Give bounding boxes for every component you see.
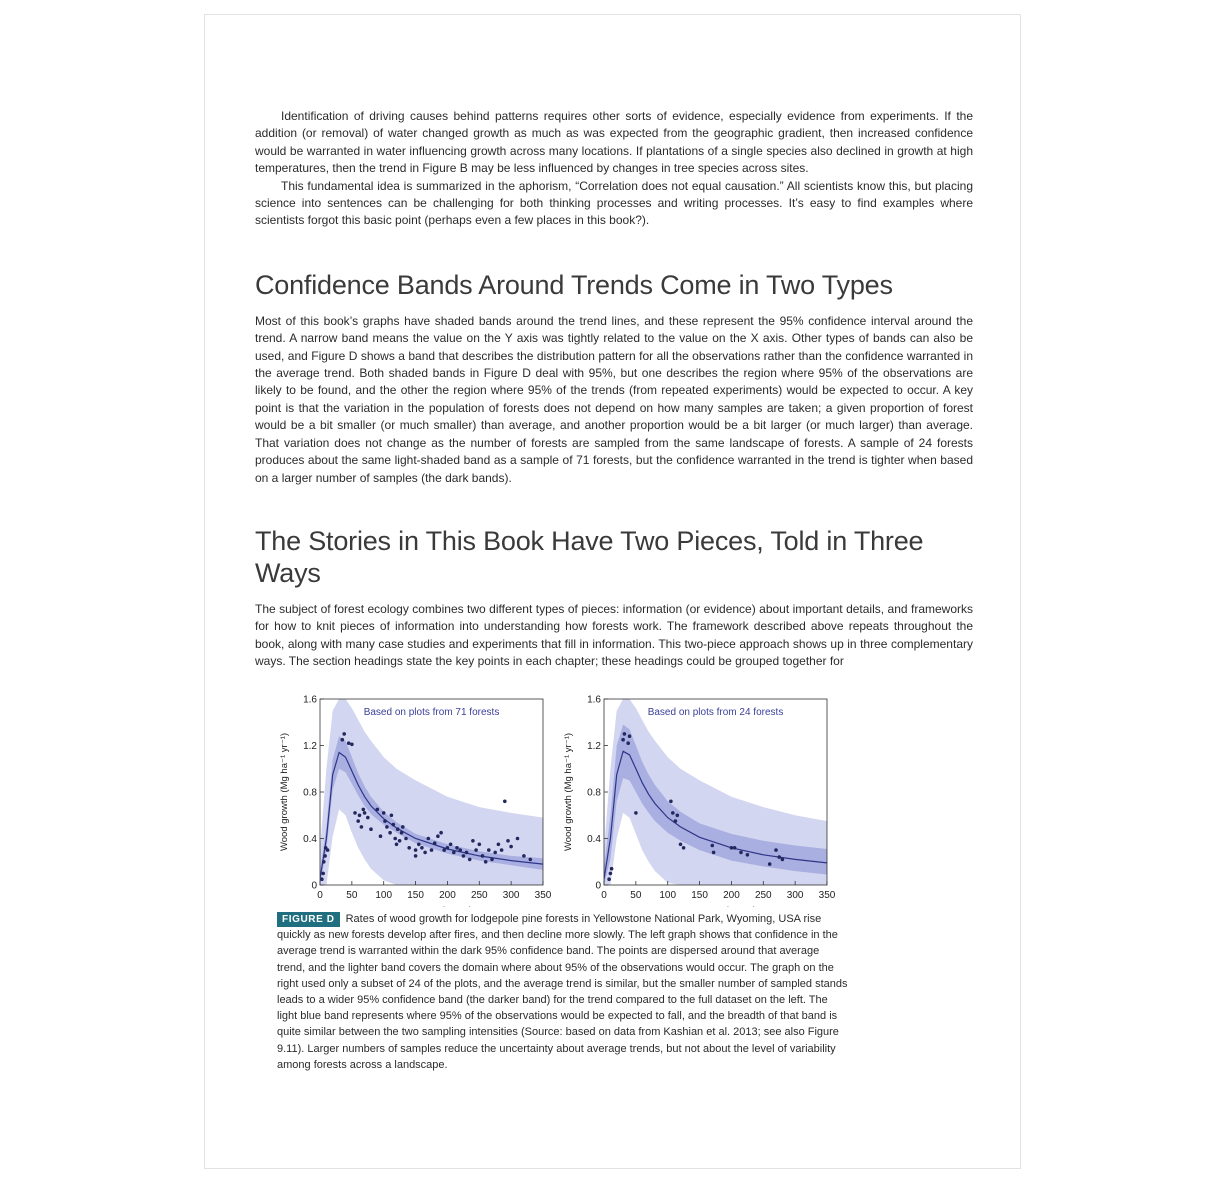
data-point: [529, 858, 533, 862]
data-point: [369, 827, 373, 831]
y-tick-label: 0.8: [303, 787, 317, 799]
data-point: [414, 848, 418, 852]
data-point: [465, 851, 469, 855]
data-point: [449, 843, 453, 847]
data-point: [396, 827, 400, 831]
data-point: [342, 732, 346, 736]
data-point: [430, 848, 434, 852]
x-tick-label: 350: [534, 890, 552, 901]
data-point: [414, 854, 418, 858]
data-point: [500, 848, 504, 852]
intro-paragraph-1: Identification of driving causes behind patterns requires other sorts of evidence, especially evidence from experiments. If the addition (or removal) of water changed growth as much as was expected from the geographic gradient, then increased confidence would be warranted in water influencing growth across many locations. If plantations of a single species also declined in growth at high temperatures, then the trend in Figure B may be less influenced by changes in tree species across sites.: [255, 109, 973, 176]
data-point: [446, 846, 450, 850]
data-point: [621, 738, 625, 742]
data-point: [356, 819, 360, 823]
y-tick-label: 1.6: [587, 694, 601, 706]
data-point: [634, 811, 638, 815]
y-tick-label: 0.8: [587, 787, 601, 799]
x-tick-label: 0: [317, 890, 323, 901]
data-point: [628, 734, 632, 738]
data-point: [516, 837, 520, 841]
data-point: [350, 743, 354, 747]
data-point: [493, 851, 497, 855]
data-point: [711, 844, 715, 848]
data-point: [712, 851, 716, 855]
plot-area: [320, 699, 543, 885]
data-point: [433, 841, 437, 845]
data-point: [382, 811, 386, 815]
y-tick-label: 1.6: [303, 694, 317, 706]
data-point: [484, 860, 488, 864]
data-point: [436, 834, 440, 838]
data-point: [478, 843, 482, 847]
data-point: [522, 854, 526, 858]
data-point: [503, 800, 507, 804]
data-point: [455, 846, 459, 850]
data-point: [358, 814, 362, 818]
x-axis-label: [391, 906, 473, 907]
data-point: [674, 819, 678, 823]
chart-71-forests-svg: [275, 677, 565, 907]
data-point: [777, 855, 781, 859]
data-point: [404, 837, 408, 841]
data-point: [462, 854, 466, 858]
y-tick-label: 1.2: [587, 741, 601, 752]
data-point: [452, 851, 456, 855]
x-tick-label: 100: [375, 890, 393, 901]
x-tick-label: 200: [723, 890, 740, 901]
data-point: [626, 741, 630, 745]
data-point: [481, 854, 485, 858]
data-point: [490, 858, 494, 862]
x-axis-label: [675, 906, 757, 907]
data-point: [442, 848, 446, 852]
data-point: [774, 848, 778, 852]
data-point: [623, 732, 627, 736]
section-heading-confidence-bands: Confidence Bands Around Trends Come in Two Types: [255, 269, 893, 300]
data-point: [420, 846, 424, 850]
figure-charts: [275, 677, 855, 907]
data-point: [439, 831, 443, 835]
x-tick-label: 0: [601, 890, 607, 901]
data-point: [746, 853, 750, 857]
data-point: [392, 823, 396, 827]
data-point: [679, 843, 683, 847]
data-point: [458, 848, 462, 852]
figure-d: [275, 677, 855, 1073]
x-tick-label: 200: [439, 890, 456, 901]
data-point: [320, 877, 324, 881]
plot-area: [604, 699, 827, 885]
data-point: [474, 848, 478, 852]
section1-paragraph: Most of this book’s graphs have shaded bands around the trend lines, and these represent the 95% confidence interval around the trend. A narrow band means the value on the Y axis was tightly related to the value on the X axis. Other types of bands can also be used, and Figure D shows a band that describes the distribution pattern for all the observations rather than the confidence warranted in the average trend. Both shaded bands in Figure D deal with 95%, but one describes the region where 95% of the observations are likely to be found, and the other the region where 95% of the trends (from repeated experiments) would be expected to occur. A key point is that the variation in the population of forests does not depend on how many samples are taken; a given proportion of forest would be a bit smaller (or much smaller) than average, and another proportion would be a bit larger (or much larger) than average. That variation does not change as the number of forests are sampled from the same landscape of forests. A sample of 24 forests produces about the same light-shaded band as a sample of 71 forests, but the confidence warranted in the trend is tighter when based on a larger number of samples (the dark bands).: [255, 313, 973, 485]
data-point: [497, 843, 501, 847]
data-point: [506, 839, 510, 843]
section-heading-stories: The Stories in This Book Have Two Pieces, Told in Three Ways: [255, 525, 924, 588]
figure-label: FIGURE D: [277, 912, 340, 927]
data-point: [733, 846, 737, 850]
data-point: [400, 831, 404, 835]
data-point: [388, 831, 392, 835]
figure-caption-text: Rates of wood growth for lodgepole pine forests in Yellowstone National Park, Wyoming, USA rise quickly as new forests develop after fires, and then decline more slowly. The left graph shows that confidence in the average trend is warranted within the dark 95% confidence band. The points are dispersed around that average trend, and the lighter band covers the domain where about 95% of the observations would occur. The graph on the right used only a subset of 24 of the plots, and the average trend is similar, but the smaller number of sampled stands leads to a wider 95% confidence band (the darker band) for the trend compared to the full dataset on the left. The light blue band represents where 95% of the observations would be expected to fall, and the breadth of that band is quite similar between the two sampling intensities (Source: based on data from Kashian et al. 2013; see also Figure 9.11). Larger numbers of samples reduce the uncertainty about average trends, but not about the level of variability among forests across a landscape.: [277, 913, 848, 1071]
x-tick-label: 50: [630, 890, 642, 901]
x-tick-label: 350: [818, 890, 836, 901]
y-axis-label: Wood growth (Mg ha⁻¹ yr⁻¹): [563, 732, 574, 852]
data-point: [393, 837, 397, 841]
intro-paragraph-2: This fundamental idea is summarized in the aphorism, “Correlation does not equal causation.” All scientists know this, but placing science into sentences can be challenging for both thinking processes and writing processes. It’s easy to find examples where scientists forgot this basic point (perhaps even a few places in this book?).: [255, 178, 973, 228]
figure-caption: [275, 911, 855, 1073]
data-point: [341, 738, 345, 742]
y-tick-label: 0.4: [303, 834, 317, 845]
data-point: [390, 814, 394, 818]
data-point: [468, 858, 472, 862]
data-point: [607, 877, 611, 881]
data-point: [401, 825, 405, 829]
data-point: [398, 839, 402, 843]
data-point: [781, 858, 785, 862]
data-point: [379, 834, 383, 838]
data-point: [669, 800, 673, 804]
data-point: [407, 846, 411, 850]
data-point: [395, 843, 399, 847]
data-point: [360, 825, 364, 829]
data-point: [671, 811, 675, 815]
data-point: [323, 854, 327, 858]
data-point: [417, 843, 421, 847]
y-tick-label: 0.4: [587, 834, 601, 845]
data-point: [326, 848, 330, 852]
data-point: [487, 848, 491, 852]
data-point: [366, 816, 370, 820]
data-point: [682, 846, 686, 850]
data-point: [321, 872, 325, 876]
book-page: [204, 14, 1021, 1169]
x-tick-label: 300: [786, 890, 804, 901]
data-point: [471, 839, 475, 843]
data-point: [609, 872, 613, 876]
data-point: [383, 819, 387, 823]
data-point: [730, 846, 734, 850]
data-point: [347, 741, 351, 745]
x-tick-label: 300: [502, 890, 520, 901]
data-point: [362, 808, 366, 812]
chart-24-forests-svg: [559, 677, 859, 907]
page-content: [255, 108, 973, 671]
data-point: [385, 825, 389, 829]
data-point: [427, 837, 431, 841]
data-point: [676, 814, 680, 818]
chart-title: Based on plots from 24 forests: [647, 707, 784, 718]
data-point: [423, 851, 427, 855]
data-point: [768, 862, 772, 866]
x-tick-label: 150: [691, 890, 708, 901]
data-point: [739, 851, 743, 855]
y-axis-label: Wood growth (Mg ha⁻¹ yr⁻¹): [279, 732, 290, 852]
chart-24-forests: [559, 677, 859, 907]
chart-71-forests: [275, 677, 565, 907]
data-point: [353, 811, 357, 815]
section2-paragraph: The subject of forest ecology combines two different types of pieces: information (or evidence) about important details, and frameworks for how to knit pieces of information into understanding how forests work. The framework described above repeats throughout the book, along with many case studies and experiments that fill in information. This two-piece approach shows up in three complementary ways. The section headings state the key points in each chapter; these headings could be grouped together for: [255, 601, 973, 669]
x-tick-label: 150: [407, 890, 424, 901]
chart-title: Based on plots from 71 forests: [363, 707, 500, 718]
x-tick-label: 250: [754, 890, 772, 901]
y-tick-label: 0: [311, 880, 317, 892]
data-point: [363, 811, 367, 815]
data-point: [376, 808, 380, 812]
data-point: [509, 845, 513, 849]
y-tick-label: 1.2: [303, 741, 317, 752]
x-tick-label: 50: [346, 890, 358, 901]
x-tick-label: 100: [659, 890, 677, 901]
data-point: [322, 860, 326, 864]
x-tick-label: 250: [470, 890, 488, 901]
data-point: [610, 867, 614, 871]
y-tick-label: 0: [595, 880, 601, 892]
